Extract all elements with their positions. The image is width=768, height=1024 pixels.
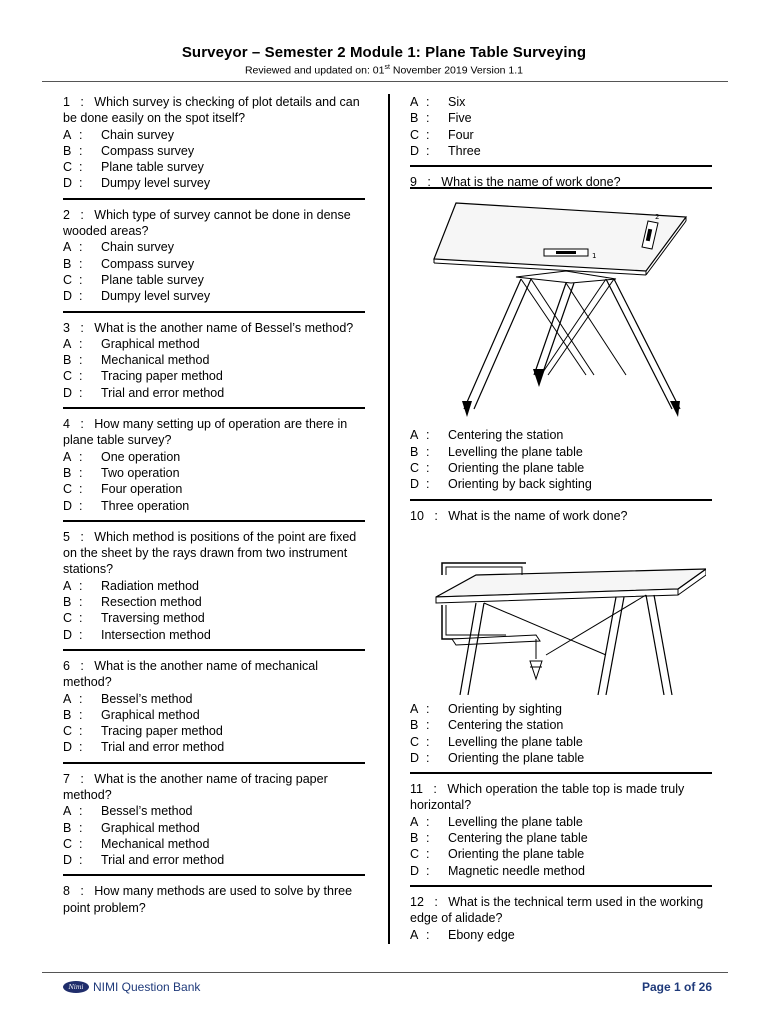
option-separator: : bbox=[79, 160, 83, 175]
question-separator: : bbox=[80, 529, 84, 544]
answer-option bbox=[63, 385, 365, 401]
right-column bbox=[410, 92, 712, 954]
question-2 bbox=[63, 205, 365, 313]
option-text: Four bbox=[448, 127, 474, 142]
answer-option bbox=[410, 444, 712, 460]
option-letter: A bbox=[63, 127, 72, 142]
answer-option bbox=[63, 288, 365, 304]
option-letter: D bbox=[410, 863, 420, 878]
answer-option bbox=[63, 481, 365, 497]
option-letter: B bbox=[410, 831, 419, 846]
option-letter: A bbox=[410, 428, 419, 443]
question-separator: : bbox=[80, 771, 84, 786]
answer-option bbox=[410, 110, 712, 126]
logo-text: Nimi bbox=[68, 983, 84, 991]
subtitle-sup: st bbox=[384, 64, 390, 71]
answer-option bbox=[63, 594, 365, 610]
option-letter: C bbox=[63, 724, 73, 739]
footer-divider bbox=[42, 972, 728, 973]
option-separator: : bbox=[79, 627, 83, 642]
option-letter: B bbox=[410, 444, 419, 459]
question-stem: What is the another name of Bessel’s method? bbox=[94, 320, 354, 335]
option-separator: : bbox=[79, 336, 83, 351]
page-header bbox=[0, 44, 768, 77]
option-text: Radiation method bbox=[101, 578, 199, 593]
plane-table-centering-diagram bbox=[416, 535, 706, 695]
column-divider bbox=[388, 94, 390, 944]
option-letter: B bbox=[410, 718, 419, 733]
answer-option bbox=[63, 723, 365, 739]
option-text: Centering the plane table bbox=[448, 831, 588, 846]
option-text: Three bbox=[448, 143, 481, 158]
plane-table-centering-figure bbox=[410, 535, 712, 695]
option-separator: : bbox=[426, 461, 430, 476]
option-separator: : bbox=[79, 498, 83, 513]
option-letter: B bbox=[63, 707, 72, 722]
question-stem: How many methods are used to solve by three point problem? bbox=[63, 884, 353, 915]
option-text: Orienting the plane table bbox=[448, 847, 585, 862]
option-separator: : bbox=[79, 240, 83, 255]
option-text: Levelling the plane table bbox=[448, 444, 583, 459]
option-separator: : bbox=[426, 127, 430, 142]
question-separator: : bbox=[80, 207, 84, 222]
question-separator: : bbox=[80, 320, 84, 335]
answer-option bbox=[410, 830, 712, 846]
answer-option bbox=[410, 701, 712, 717]
option-letter: A bbox=[410, 701, 419, 716]
answer-option bbox=[63, 272, 365, 288]
option-separator: : bbox=[79, 853, 83, 868]
option-separator: : bbox=[426, 927, 430, 942]
option-separator: : bbox=[426, 863, 430, 878]
question-text bbox=[410, 781, 712, 814]
option-text: Levelling the plane table bbox=[448, 734, 583, 749]
question-text bbox=[63, 416, 365, 449]
option-separator: : bbox=[79, 578, 83, 593]
question-text bbox=[63, 320, 365, 336]
question-text bbox=[410, 894, 712, 927]
option-text: Orienting the plane table bbox=[448, 750, 585, 765]
question-number: 7 bbox=[63, 771, 70, 786]
option-letter: C bbox=[63, 836, 73, 851]
option-letter: B bbox=[63, 143, 72, 158]
footer-brand bbox=[63, 980, 200, 994]
option-separator: : bbox=[79, 595, 83, 610]
option-letter: C bbox=[410, 461, 420, 476]
question-number: 2 bbox=[63, 207, 70, 222]
option-letter: D bbox=[63, 627, 73, 642]
question-text bbox=[63, 529, 365, 578]
question-text bbox=[410, 508, 712, 524]
option-text: Two operation bbox=[101, 465, 180, 480]
answer-option bbox=[410, 750, 712, 766]
question-separator: : bbox=[427, 175, 431, 190]
question-number: 10 bbox=[410, 508, 424, 523]
option-letter: B bbox=[63, 595, 72, 610]
option-text: Orienting by back sighting bbox=[448, 477, 592, 492]
question-stem: Which survey is checking of plot details and can be done easily on the spot itself? bbox=[63, 95, 360, 126]
option-text: Chain survey bbox=[101, 240, 174, 255]
option-separator: : bbox=[426, 718, 430, 733]
footer-brand-label: NIMI Question Bank bbox=[93, 980, 201, 994]
answer-option bbox=[63, 707, 365, 723]
answer-option bbox=[63, 159, 365, 175]
question-number: 9 bbox=[410, 175, 417, 190]
option-separator: : bbox=[426, 111, 430, 126]
option-separator: : bbox=[426, 143, 430, 158]
answer-option bbox=[63, 256, 365, 272]
page-number: Page 1 of 26 bbox=[641, 980, 712, 994]
question-number: 12 bbox=[410, 894, 424, 909]
option-text: Five bbox=[448, 111, 472, 126]
option-text: Trial and error method bbox=[101, 385, 225, 400]
option-separator: : bbox=[426, 701, 430, 716]
question-8-options bbox=[410, 92, 712, 167]
question-stem: Which method is positions of the point are fixed on the sheet by the rays drawn from two instrument stations? bbox=[63, 529, 357, 577]
option-text: Dumpy level survey bbox=[101, 289, 211, 304]
option-letter: D bbox=[410, 477, 420, 492]
option-separator: : bbox=[79, 740, 83, 755]
answer-option bbox=[63, 498, 365, 514]
option-letter: D bbox=[63, 176, 73, 191]
option-letter: A bbox=[410, 814, 419, 829]
question-text bbox=[63, 94, 365, 127]
figure-label-2: 2 bbox=[655, 213, 660, 222]
document-title: Surveyor – Semester 2 Module 1: Plane Table Surveying bbox=[181, 44, 587, 61]
question-separator: : bbox=[434, 508, 438, 523]
answer-option bbox=[63, 578, 365, 594]
answer-option bbox=[410, 863, 712, 879]
question-9-options bbox=[410, 425, 712, 500]
option-letter: A bbox=[63, 804, 72, 819]
option-separator: : bbox=[426, 831, 430, 846]
option-letter: C bbox=[63, 160, 73, 175]
answer-option bbox=[63, 352, 365, 368]
option-text: Graphical method bbox=[101, 820, 200, 835]
option-letter: D bbox=[63, 385, 73, 400]
answer-option bbox=[63, 143, 365, 159]
option-letter: D bbox=[63, 853, 73, 868]
option-letter: A bbox=[410, 95, 419, 109]
option-separator: : bbox=[79, 143, 83, 158]
question-separator: : bbox=[80, 95, 84, 109]
answer-option bbox=[410, 734, 712, 750]
answer-option bbox=[63, 336, 365, 352]
question-11 bbox=[410, 779, 712, 887]
option-separator: : bbox=[79, 176, 83, 191]
option-text: Graphical method bbox=[101, 707, 200, 722]
option-text: Three operation bbox=[101, 498, 190, 513]
document-subtitle bbox=[0, 64, 768, 77]
question-4 bbox=[63, 414, 365, 522]
question-number: 1 bbox=[63, 95, 70, 109]
option-letter: C bbox=[410, 734, 420, 749]
answer-option bbox=[63, 852, 365, 868]
answer-option bbox=[410, 127, 712, 143]
option-letter: B bbox=[63, 820, 72, 835]
option-separator: : bbox=[79, 127, 83, 142]
question-stem: What is the technical term used in the working edge of alidade? bbox=[410, 894, 704, 926]
answer-option bbox=[410, 927, 712, 943]
question-3 bbox=[63, 318, 365, 409]
question-stem: Which operation the table top is made truly horizontal? bbox=[410, 782, 685, 813]
question-separator: : bbox=[80, 884, 84, 899]
option-letter: B bbox=[63, 256, 72, 271]
option-separator: : bbox=[426, 444, 430, 459]
option-letter: A bbox=[410, 927, 419, 942]
question-text bbox=[63, 207, 365, 240]
option-text: Bessel’s method bbox=[101, 691, 193, 706]
option-letter: A bbox=[63, 240, 72, 255]
answer-option bbox=[410, 427, 712, 443]
option-text: Graphical method bbox=[101, 336, 200, 351]
option-separator: : bbox=[79, 385, 83, 400]
answer-option bbox=[63, 820, 365, 836]
option-letter: D bbox=[63, 740, 73, 755]
answer-option bbox=[410, 94, 712, 110]
header-divider bbox=[42, 81, 728, 82]
option-separator: : bbox=[426, 734, 430, 749]
question-text bbox=[63, 658, 365, 691]
option-separator: : bbox=[426, 95, 430, 109]
option-separator: : bbox=[79, 369, 83, 384]
option-letter: C bbox=[63, 482, 73, 497]
option-separator: : bbox=[79, 289, 83, 304]
option-text: Ebony edge bbox=[448, 927, 515, 942]
option-text: Bessel’s method bbox=[101, 804, 193, 819]
answer-option bbox=[63, 610, 365, 626]
option-separator: : bbox=[79, 804, 83, 819]
option-text: Plane table survey bbox=[101, 160, 204, 175]
option-text: Plane table survey bbox=[101, 272, 204, 287]
option-text: Tracing paper method bbox=[101, 724, 223, 739]
option-letter: C bbox=[63, 369, 73, 384]
option-separator: : bbox=[426, 477, 430, 492]
option-separator: : bbox=[79, 724, 83, 739]
answer-option bbox=[63, 465, 365, 481]
answer-option bbox=[410, 476, 712, 492]
answer-option bbox=[410, 814, 712, 830]
question-10-options bbox=[410, 699, 712, 774]
option-separator: : bbox=[426, 814, 430, 829]
question-separator: : bbox=[80, 658, 84, 673]
question-stem: Which type of survey cannot be done in dense wooded areas? bbox=[63, 207, 351, 239]
option-text: Orienting the plane table bbox=[448, 461, 585, 476]
option-separator: : bbox=[79, 691, 83, 706]
option-separator: : bbox=[79, 611, 83, 626]
option-separator: : bbox=[79, 707, 83, 722]
option-text: Orienting by sighting bbox=[448, 701, 562, 716]
subtitle-prefix: Reviewed and updated on: 01 bbox=[244, 64, 385, 77]
question-stem: How many setting up of operation are there in plane table survey? bbox=[63, 417, 348, 448]
question-12 bbox=[410, 892, 712, 949]
option-letter: B bbox=[410, 111, 419, 126]
answer-option bbox=[410, 143, 712, 159]
question-number: 3 bbox=[63, 320, 70, 335]
option-separator: : bbox=[79, 272, 83, 287]
option-text: Intersection method bbox=[101, 627, 211, 642]
option-separator: : bbox=[79, 482, 83, 497]
answer-option bbox=[63, 803, 365, 819]
option-separator: : bbox=[79, 836, 83, 851]
option-letter: C bbox=[410, 127, 420, 142]
question-7 bbox=[63, 769, 365, 877]
option-letter: C bbox=[63, 272, 73, 287]
option-text: Trial and error method bbox=[101, 853, 225, 868]
option-letter: B bbox=[63, 465, 72, 480]
option-letter: A bbox=[63, 336, 72, 351]
option-text: Compass survey bbox=[101, 143, 195, 158]
answer-option bbox=[63, 836, 365, 852]
option-text: Four operation bbox=[101, 482, 183, 497]
option-separator: : bbox=[79, 465, 83, 480]
option-text: Mechanical method bbox=[101, 836, 210, 851]
option-separator: : bbox=[79, 256, 83, 271]
question-separator: : bbox=[80, 417, 84, 432]
option-text: Centering the station bbox=[448, 718, 564, 733]
answer-option bbox=[63, 627, 365, 643]
answer-option bbox=[410, 717, 712, 733]
plane-table-levelling-diagram bbox=[426, 195, 696, 421]
question-stem: What is the another name of mechanical method? bbox=[63, 658, 319, 690]
question-6 bbox=[63, 656, 365, 764]
option-separator: : bbox=[426, 750, 430, 765]
option-letter: D bbox=[410, 750, 420, 765]
option-letter: D bbox=[63, 289, 73, 304]
question-stem: What is the name of work done? bbox=[448, 508, 628, 523]
question-number: 8 bbox=[63, 884, 70, 899]
question-1 bbox=[63, 92, 365, 200]
figure-label-1: 1 bbox=[592, 252, 597, 261]
answer-option bbox=[63, 691, 365, 707]
left-column bbox=[63, 92, 365, 927]
option-letter: D bbox=[410, 143, 420, 158]
option-text: Trial and error method bbox=[101, 740, 225, 755]
option-separator: : bbox=[426, 428, 430, 443]
answer-option bbox=[63, 449, 365, 465]
option-text: Dumpy level survey bbox=[101, 176, 211, 191]
answer-option bbox=[63, 368, 365, 384]
question-number: 6 bbox=[63, 658, 70, 673]
question-number: 11 bbox=[410, 782, 423, 797]
option-text: Compass survey bbox=[101, 256, 195, 271]
answer-option bbox=[63, 127, 365, 143]
question-5 bbox=[63, 527, 365, 651]
nimi-logo-icon bbox=[63, 981, 89, 993]
option-text: Chain survey bbox=[101, 127, 174, 142]
option-letter: A bbox=[63, 449, 72, 464]
question-number: 5 bbox=[63, 529, 70, 544]
question-8 bbox=[63, 881, 365, 922]
question-stem: What is the name of work done? bbox=[441, 175, 621, 190]
answer-option bbox=[63, 739, 365, 755]
question-10 bbox=[410, 506, 712, 530]
option-text: Levelling the plane table bbox=[448, 814, 583, 829]
plane-table-levelling-figure bbox=[410, 187, 712, 421]
answer-option bbox=[63, 175, 365, 191]
question-text bbox=[63, 771, 365, 804]
answer-option bbox=[410, 460, 712, 476]
option-letter: A bbox=[63, 691, 72, 706]
option-separator: : bbox=[426, 847, 430, 862]
option-text: Magnetic needle method bbox=[448, 863, 585, 878]
option-text: Tracing paper method bbox=[101, 369, 223, 384]
answer-option bbox=[63, 239, 365, 255]
option-separator: : bbox=[79, 353, 83, 368]
question-separator: : bbox=[433, 782, 437, 797]
question-separator: : bbox=[434, 894, 438, 909]
option-letter: D bbox=[63, 498, 73, 513]
option-separator: : bbox=[79, 820, 83, 835]
answer-option bbox=[410, 846, 712, 862]
question-stem: What is the another name of tracing paper method? bbox=[63, 771, 328, 802]
option-letter: B bbox=[63, 353, 72, 368]
option-letter: C bbox=[410, 847, 420, 862]
option-text: Mechanical method bbox=[101, 353, 210, 368]
option-letter: C bbox=[63, 611, 73, 626]
option-separator: : bbox=[79, 449, 83, 464]
option-text: One operation bbox=[101, 449, 181, 464]
option-text: Resection method bbox=[101, 595, 202, 610]
option-text: Six bbox=[448, 95, 466, 109]
question-number: 4 bbox=[63, 417, 70, 432]
subtitle-suffix: November 2019 Version 1.1 bbox=[389, 64, 524, 77]
option-letter: A bbox=[63, 578, 72, 593]
question-text bbox=[63, 883, 365, 916]
option-text: Centering the station bbox=[448, 428, 564, 443]
option-text: Traversing method bbox=[101, 611, 205, 626]
